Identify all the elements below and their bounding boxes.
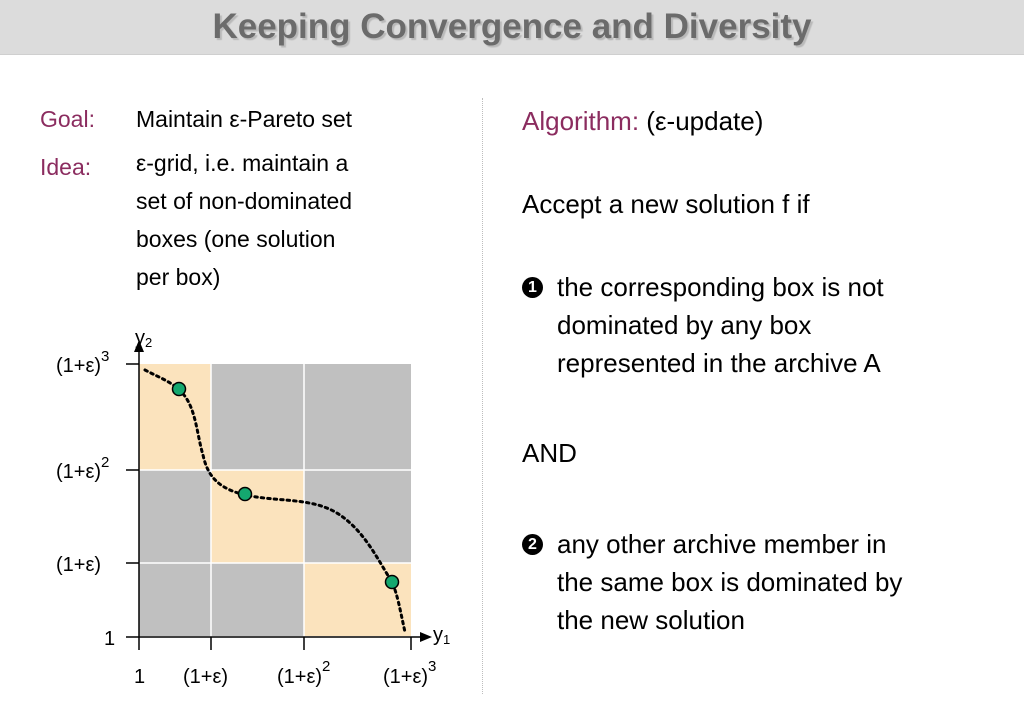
algorithm-label: Algorithm:	[522, 106, 640, 136]
idea-line: per box)	[136, 264, 221, 290]
slide-title: Keeping Convergence and Diversity	[212, 7, 812, 46]
condition1-line: dominated by any box	[557, 310, 812, 340]
epsilon-grid-diagram	[0, 0, 480, 709]
condition1-line: represented in the archive A	[557, 348, 881, 378]
and-text: AND	[522, 438, 577, 468]
condition1-bullet-icon: 1	[522, 277, 543, 298]
condition2-line: any other archive member in	[557, 529, 887, 559]
condition1-text	[557, 268, 884, 382]
condition2-text	[557, 525, 902, 639]
y-tick-label: (1+ε)	[56, 554, 102, 576]
condition1-line: the corresponding box is not	[557, 272, 884, 302]
x-tick-label: $(1+\varepsilon)^3$	[383, 658, 437, 688]
idea-line: boxes (one solution	[136, 226, 336, 252]
goal-text: Maintain ε-Pareto set	[136, 106, 353, 132]
archive-point	[173, 383, 186, 396]
condition2-line: the new solution	[557, 605, 745, 635]
archive-point	[386, 576, 399, 589]
idea-line: set of non-dominated	[136, 188, 353, 214]
algorithm-heading	[522, 102, 763, 140]
column-divider	[482, 98, 483, 694]
accept-text: Accept a new solution f if	[522, 189, 810, 219]
x-tick-label: $(1+\varepsilon)^2$	[277, 658, 331, 688]
y-tick-label: $(1+\varepsilon)^3$	[56, 348, 110, 377]
x-tick-label: (1+ε)	[183, 666, 229, 688]
goal-label: Goal:	[40, 106, 95, 132]
x-axis-arrow	[420, 632, 432, 642]
y-tick-label: 1	[104, 628, 116, 650]
idea-line: ε-grid, i.e. maintain a	[136, 150, 349, 176]
condition2-line: the same box is dominated by	[557, 567, 903, 597]
archive-point	[239, 488, 252, 501]
algorithm-name: (ε-update)	[646, 106, 764, 136]
non-dominated-box	[139, 364, 211, 470]
x-tick-label: 1	[134, 666, 146, 688]
condition2-bullet-icon: 2	[522, 534, 543, 555]
x-axis-label: y1	[433, 624, 451, 647]
idea-label: Idea:	[40, 154, 92, 180]
y-axis-label: y2	[135, 327, 153, 350]
non-dominated-box	[211, 470, 304, 563]
non-dominated-box	[304, 563, 411, 636]
y-tick-label: $(1+\varepsilon)^2$	[56, 454, 110, 483]
